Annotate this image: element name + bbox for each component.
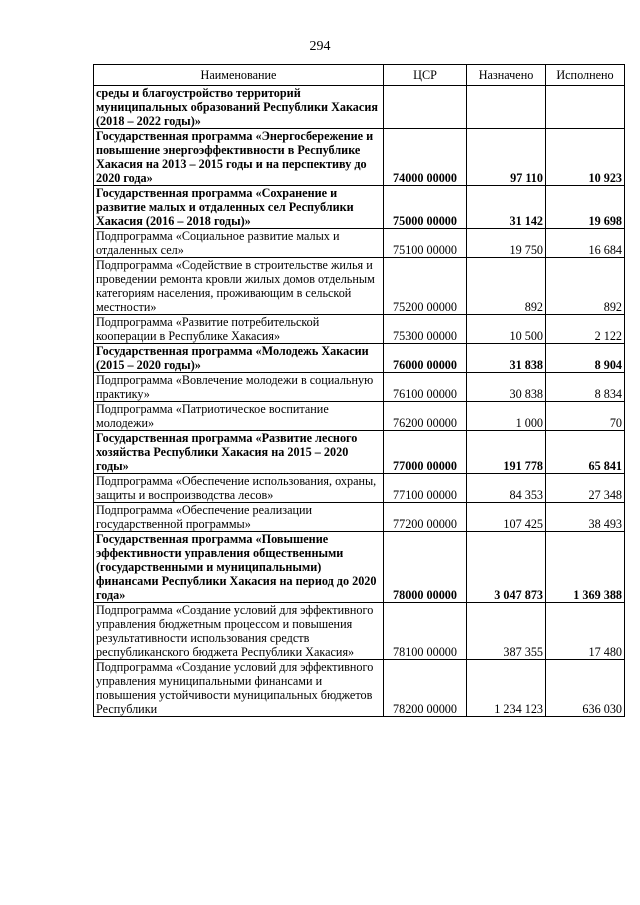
row-planned: 3 047 873 <box>467 532 546 603</box>
row-name: Государственная программа «Развитие лесного хозяйства Республики Хакасия на 2015 – 2020 годы» <box>94 431 384 474</box>
row-executed: 27 348 <box>546 474 625 503</box>
row-executed: 636 030 <box>546 660 625 717</box>
table-row <box>94 503 625 532</box>
table-row <box>94 129 625 186</box>
row-csr: 77200 00000 <box>384 503 467 532</box>
row-executed: 70 <box>546 402 625 431</box>
header-executed: Исполнено <box>546 65 625 86</box>
row-csr: 78200 00000 <box>384 660 467 717</box>
row-name: Государственная программа «Энергосбережение и повышение энергоэффективности в Республике Хакасия на 2013 – 2015 годы и на перспективу до 2020 года» <box>94 129 384 186</box>
row-executed: 8 904 <box>546 344 625 373</box>
row-name: Государственная программа «Сохранение и развитие малых и отдаленных сел Республики Хакасия (2016 – 2018 годы)» <box>94 186 384 229</box>
row-csr: 75000 00000 <box>384 186 467 229</box>
table-row <box>94 402 625 431</box>
header-csr: ЦСР <box>384 65 467 86</box>
row-csr: 76000 00000 <box>384 344 467 373</box>
row-planned: 31 838 <box>467 344 546 373</box>
row-planned: 387 355 <box>467 603 546 660</box>
row-csr: 78000 00000 <box>384 532 467 603</box>
row-name: Подпрограмма «Развитие потребительской кооперации в Республике Хакасия» <box>94 315 384 344</box>
row-name: Государственная программа «Повышение эффективности управления общественными (государственными и муниципальными) финансами Республики Хакасия на период до 2020 года» <box>94 532 384 603</box>
row-planned: 30 838 <box>467 373 546 402</box>
page-number: 294 <box>309 39 331 54</box>
row-planned: 107 425 <box>467 503 546 532</box>
row-planned: 10 500 <box>467 315 546 344</box>
row-csr: 74000 00000 <box>384 129 467 186</box>
row-executed: 17 480 <box>546 603 625 660</box>
row-planned: 191 778 <box>467 431 546 474</box>
row-csr: 76200 00000 <box>384 402 467 431</box>
row-planned: 19 750 <box>467 229 546 258</box>
table-row <box>94 431 625 474</box>
table-row <box>94 603 625 660</box>
row-name: среды и благоустройство территорий муниципальных образований Республики Хакасия (2018 – 2022 годы)» <box>94 86 384 129</box>
row-planned: 31 142 <box>467 186 546 229</box>
row-executed: 2 122 <box>546 315 625 344</box>
table-header-row <box>94 65 625 86</box>
row-name: Государственная программа «Молодежь Хакасии (2015 – 2020 годы)» <box>94 344 384 373</box>
row-csr: 77100 00000 <box>384 474 467 503</box>
table-row <box>94 532 625 603</box>
row-csr: 76100 00000 <box>384 373 467 402</box>
row-executed: 892 <box>546 258 625 315</box>
table-row <box>94 474 625 503</box>
row-name: Подпрограмма «Обеспечение использования, охраны, защиты и воспроизводства лесов» <box>94 474 384 503</box>
table-row <box>94 315 625 344</box>
row-planned <box>467 86 546 129</box>
row-planned: 1 000 <box>467 402 546 431</box>
table-row <box>94 373 625 402</box>
budget-table <box>93 64 625 717</box>
row-planned: 84 353 <box>467 474 546 503</box>
row-name: Подпрограмма «Создание условий для эффективного управления муниципальными финансами и повышения устойчивости муниципальных бюджетов Республики <box>94 660 384 717</box>
row-planned: 97 110 <box>467 129 546 186</box>
row-csr: 75300 00000 <box>384 315 467 344</box>
row-executed: 19 698 <box>546 186 625 229</box>
header-planned: Назначено <box>467 65 546 86</box>
row-name: Подпрограмма «Вовлечение молодежи в социальную практику» <box>94 373 384 402</box>
row-csr <box>384 86 467 129</box>
row-name: Подпрограмма «Содействие в строительстве жилья и проведении ремонта кровли жилых домов отдельным категориям населения, проживающим в сельской местности» <box>94 258 384 315</box>
row-executed: 8 834 <box>546 373 625 402</box>
row-executed: 1 369 388 <box>546 532 625 603</box>
row-executed: 65 841 <box>546 431 625 474</box>
row-csr: 75100 00000 <box>384 229 467 258</box>
table-row <box>94 660 625 717</box>
row-executed <box>546 86 625 129</box>
table-row <box>94 86 625 129</box>
table-row <box>94 186 625 229</box>
row-csr: 77000 00000 <box>384 431 467 474</box>
row-name: Подпрограмма «Обеспечение реализации государственной программы» <box>94 503 384 532</box>
table-row <box>94 229 625 258</box>
row-executed: 16 684 <box>546 229 625 258</box>
row-csr: 75200 00000 <box>384 258 467 315</box>
row-executed: 38 493 <box>546 503 625 532</box>
row-name: Подпрограмма «Социальное развитие малых и отдаленных сел» <box>94 229 384 258</box>
row-csr: 78100 00000 <box>384 603 467 660</box>
row-executed: 10 923 <box>546 129 625 186</box>
row-planned: 892 <box>467 258 546 315</box>
row-name: Подпрограмма «Патриотическое воспитание молодежи» <box>94 402 384 431</box>
row-planned: 1 234 123 <box>467 660 546 717</box>
header-name: Наименование <box>94 65 384 86</box>
table-row <box>94 344 625 373</box>
table-row <box>94 258 625 315</box>
row-name: Подпрограмма «Создание условий для эффективного управления бюджетным процессом и повышения результативности использования средств республиканского бюджета Республики Хакасия» <box>94 603 384 660</box>
